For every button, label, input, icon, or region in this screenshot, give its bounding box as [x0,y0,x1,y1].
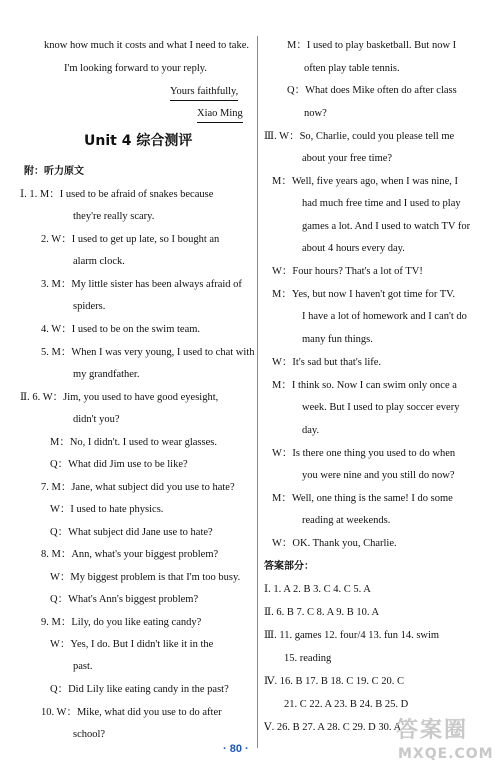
page-number: · 80 · [223,743,249,755]
listening-line: school? [73,729,106,740]
watermark-logo [388,718,496,764]
unit-title: Unit 4 综合测评 [84,133,193,149]
watermark-text: 答案圈 [396,718,469,743]
listening-line: 4. W：I used to be on the swim team. [41,324,201,335]
listening-line: M：Well, five years ago, when I was nine, I [272,176,459,187]
listening-line: W：I used to hate physics. [50,504,164,515]
answer-line: 21. C 22. A 23. B 24. B 25. D [284,699,409,710]
listening-line: 3. M：My little sister has been always afraid of [41,279,242,290]
answer-line: 15. reading [284,653,332,664]
listening-line: spiders. [73,301,106,312]
listening-line: often play table tennis. [304,63,400,74]
listening-line: Ⅰ. 1. M：I used to be afraid of snakes because [20,189,214,200]
listening-line: past. [73,661,93,672]
letter-line-2: I'm looking forward to your reply. [64,63,207,74]
listening-line: didn't you? [73,414,120,425]
listening-line: 10. W：Mike, what did you use to do after [41,707,222,718]
answer-line: Ⅱ. 6. B 7. C 8. A 9. B 10. A [264,607,380,618]
watermark-url: MXQE.COM [398,746,494,762]
listening-line: M：Well, one thing is the same! I do some [272,493,453,504]
listening-line: M：I used to play basketball. But now I [287,40,457,51]
listening-line: Ⅱ. 6. W：Jim, you used to have good eyesight, [20,392,219,403]
listening-line: 9. M：Lily, do you like eating candy? [41,617,202,628]
listening-line: you were nine and you still do now? [302,470,455,481]
listening-line: week. But I used to play soccer every [302,402,460,413]
listening-line: I have a lot of homework and I can't do [302,311,467,322]
listening-line: Q：What subject did Jane use to hate? [50,527,213,538]
listening-line: M：I think so. Now I can swim only once a [272,380,457,391]
listening-line: day. [302,425,320,436]
answer-line: Ⅲ. 11. games 12. four/4 13. fun 14. swim [264,630,440,641]
listening-line: W：My biggest problem is that I'm too busy. [50,572,241,583]
listening-line: Q：What did Jim use to be like? [50,459,188,470]
section-label: 附：听力原文 [24,166,84,177]
listening-line: reading at weekends. [302,515,391,526]
letter-closing: Yours faithfully, [170,86,238,101]
listening-line: M：Yes, but now I haven't got time for TV. [272,289,456,300]
listening-line: had much free time and I used to play [302,198,461,209]
listening-line: W：Is there one thing you used to do when [272,448,456,459]
listening-line: Q：What's Ann's biggest problem? [50,594,199,605]
listening-line: 8. M：Ann, what's your biggest problem? [41,549,219,560]
listening-line: Ⅲ. W：So, Charlie, could you please tell me [264,131,455,142]
listening-line: about 4 hours every day. [302,243,405,254]
listening-line: about your free time? [302,153,393,164]
listening-line: they're really scary. [73,211,155,222]
answer-line: Ⅴ. 26. B 27. A 28. C 29. D 30. A [264,722,402,733]
listening-line: games a lot. And I used to watch TV for [302,221,471,232]
listening-line: 5. M：When I was very young, I used to chat with [41,347,255,358]
listening-line: now? [304,108,327,119]
listening-line: Q：What does Mike often do after class [287,85,457,96]
listening-line: W：OK. Thank you, Charlie. [272,538,397,549]
column-divider [257,36,258,748]
answer-line: Ⅰ. 1. A 2. B 3. C 4. C 5. A [264,584,371,595]
listening-line: M：No, I didn't. I used to wear glasses. [50,437,217,448]
listening-line: W：Four hours? That's a lot of TV! [272,266,423,277]
listening-line: many fun things. [302,334,373,345]
listening-line: Q：Did Lily like eating candy in the past? [50,684,229,695]
listening-line: W：Yes, I do. But I didn't like it in the [50,639,214,650]
letter-signature: Xiao Ming [197,108,243,123]
answer-line: Ⅳ. 16. B 17. B 18. C 19. C 20. C [264,676,405,687]
listening-line: my grandfather. [73,369,140,380]
listening-line: alarm clock. [73,256,125,267]
listening-line: 2. W：I used to get up late, so I bought an [41,234,220,245]
answers-label: 答案部分： [264,561,314,572]
listening-line: W：It's sad but that's life. [272,357,382,368]
letter-line-1: know how much it costs and what I need to take. [44,40,249,51]
listening-line: 7. M：Jane, what subject did you use to hate? [41,482,235,493]
